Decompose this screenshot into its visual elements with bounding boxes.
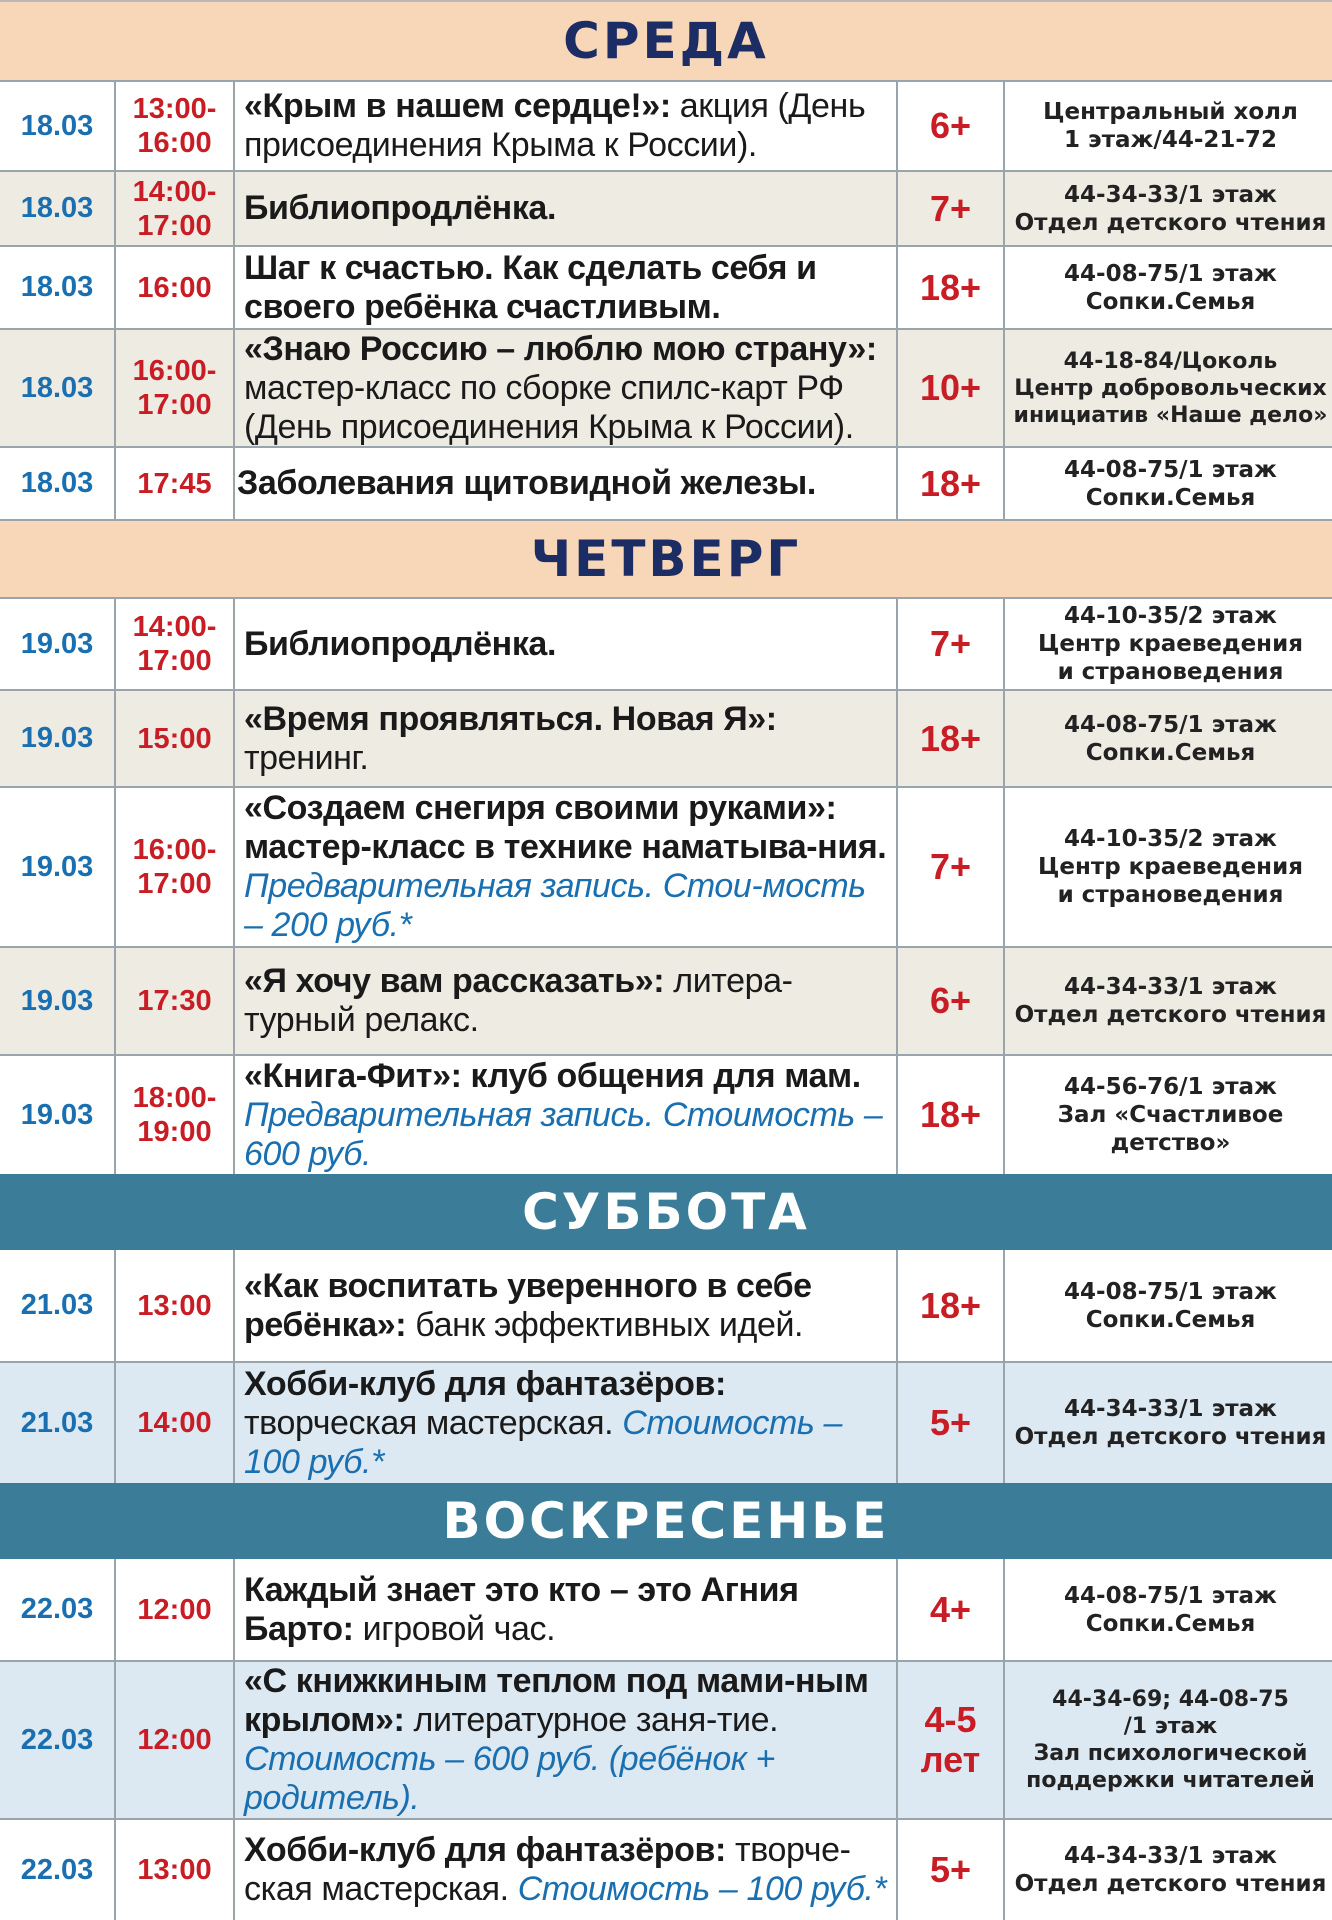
event-title: Шаг к счастью. Как сделать себя и своего ребёнка счастливым. <box>244 248 817 326</box>
event-time: 14:00 <box>116 1363 235 1483</box>
age-rating: 4+ <box>898 1559 1005 1660</box>
age-rating: 7+ <box>898 172 1005 245</box>
event-description <box>235 948 898 1054</box>
event-row <box>0 330 1332 448</box>
event-location: 44-08-75/1 этаж Сопки.Семья <box>1064 260 1277 315</box>
event-time: 17:45 <box>116 448 235 519</box>
event-location: 44-08-75/1 этаж Сопки.Семья <box>1064 1278 1277 1333</box>
event-time: 16:00 <box>116 247 235 328</box>
event-title: Заболевания щитовидной железы. <box>237 464 816 502</box>
event-date: 21.03 <box>0 1250 116 1361</box>
event-title: «Создаем снегиря своими руками»: мастер-класс в технике наматыва-ния. <box>244 789 887 866</box>
event-location: 44-08-75/1 этаж Сопки.Семья <box>1064 456 1277 511</box>
age-rating: 18+ <box>898 691 1005 786</box>
event-row <box>0 80 1332 172</box>
event-row <box>0 597 1332 691</box>
event-time: 16:00- 17:00 <box>116 788 235 946</box>
day-header-thursday: ЧЕТВЕРГ <box>0 521 1332 597</box>
event-date: 22.03 <box>0 1662 116 1818</box>
event-description <box>235 1662 898 1818</box>
event-row <box>0 172 1332 247</box>
event-date: 22.03 <box>0 1559 116 1660</box>
event-title: «Как воспитать уверенного в себе ребёнка»: <box>244 1266 812 1344</box>
event-time: 12:00 <box>116 1559 235 1660</box>
event-row <box>0 1662 1332 1820</box>
event-row <box>0 691 1332 788</box>
event-location: 44-08-75/1 этаж Сопки.Семья <box>1064 1582 1277 1637</box>
event-details: творче-ская мастерская. <box>244 1831 851 1908</box>
event-row <box>0 448 1332 521</box>
event-location: 44-34-33/1 этаж Отдел детского чтения <box>1014 1396 1327 1450</box>
event-description <box>235 1820 898 1920</box>
event-time: 16:00- 17:00 <box>116 330 235 446</box>
event-price-note: Предварительная запись. Стоимость – 600 руб. <box>244 1095 883 1173</box>
event-title: Каждый знает это кто – это Агния Барто: <box>244 1570 799 1648</box>
age-rating: 6+ <box>898 82 1005 170</box>
event-description <box>235 330 898 446</box>
event-date: 19.03 <box>0 788 116 946</box>
event-price-note: Предварительная запись. Стои-мость – 200 руб.* <box>244 867 866 944</box>
event-title: «С книжкиным теплом под мами-ным крылом»: <box>244 1662 869 1739</box>
event-description <box>235 691 898 786</box>
event-details: банк эффективных идей. <box>406 1305 804 1344</box>
event-description <box>235 247 898 328</box>
age-rating: 5+ <box>898 1820 1005 1920</box>
day-header-wednesday: СРЕДА <box>0 0 1332 80</box>
age-rating: 18+ <box>898 247 1005 328</box>
age-rating: 4-5 лет <box>898 1662 1005 1818</box>
event-location: 44-34-33/1 этаж Отдел детского чтения <box>1014 181 1327 236</box>
event-time: 13:00 <box>116 1250 235 1361</box>
event-title: Библиопродлёнка. <box>244 624 556 663</box>
event-location: 44-08-75/1 этаж Сопки.Семья <box>1064 711 1277 766</box>
event-location: 44-34-33/1 этаж Отдел детского чтения <box>1014 1843 1327 1897</box>
event-details: мастер-класс по сборке спилс-карт РФ (День присоединения Крыма к России). <box>244 368 854 446</box>
event-date: 19.03 <box>0 599 116 689</box>
age-rating: 7+ <box>898 788 1005 946</box>
event-row <box>0 1820 1332 1920</box>
event-description <box>235 1559 898 1660</box>
event-description <box>235 172 898 245</box>
event-price-note: Стоимость – 600 руб. (ребёнок + родитель). <box>244 1740 776 1817</box>
event-time: 14:00- 17:00 <box>116 599 235 689</box>
event-row <box>0 1250 1332 1363</box>
event-title: Библиопродлёнка. <box>244 189 556 227</box>
event-time: 18:00- 19:00 <box>116 1056 235 1174</box>
event-description <box>235 1250 898 1361</box>
event-location: 44-10-35/2 этаж Центр краеведения и страноведения <box>1038 603 1303 685</box>
event-price-note: Стоимость – 100 руб.* <box>508 1870 887 1908</box>
day-header-sunday: ВОСКРЕСЕНЬЕ <box>0 1483 1332 1559</box>
event-row <box>0 1363 1332 1483</box>
event-row <box>0 788 1332 948</box>
age-rating: 7+ <box>898 599 1005 689</box>
event-date: 19.03 <box>0 691 116 786</box>
event-title: «Время проявляться. Новая Я»: <box>244 699 777 738</box>
event-date: 22.03 <box>0 1820 116 1920</box>
event-date: 19.03 <box>0 1056 116 1174</box>
event-description <box>235 1363 898 1483</box>
event-title: Хобби-клуб для фантазёров: <box>244 1831 726 1869</box>
event-title: «Знаю Россию – люблю мою страну»: <box>244 329 877 368</box>
event-time: 13:00- 16:00 <box>116 82 235 170</box>
event-location: 44-34-69; 44-08-75 /1 этаж Зал психологической поддержки читателей <box>1026 1687 1315 1793</box>
event-description <box>235 82 898 170</box>
event-time: 17:30 <box>116 948 235 1054</box>
event-title: «Я хочу вам рассказать»: <box>244 962 665 1000</box>
event-price-note: Стоимость – 100 руб.* <box>244 1403 842 1481</box>
event-location: 44-34-33/1 этаж Отдел детского чтения <box>1014 974 1327 1028</box>
event-details: игровой час. <box>353 1609 556 1648</box>
event-details: литера-турный релакс. <box>244 962 793 1039</box>
event-time: 13:00 <box>116 1820 235 1920</box>
age-rating: 18+ <box>898 1056 1005 1174</box>
event-title: Хобби-клуб для фантазёров: <box>244 1364 726 1403</box>
event-location: 44-10-35/2 этаж Центр краеведения и страноведения <box>1038 826 1303 908</box>
event-date: 18.03 <box>0 247 116 328</box>
event-location: 44-18-84/Цоколь Центр добровольческих инициатив «Наше дело» <box>1013 348 1328 428</box>
event-date: 18.03 <box>0 82 116 170</box>
event-date: 18.03 <box>0 330 116 446</box>
age-rating: 10+ <box>898 330 1005 446</box>
event-row <box>0 247 1332 330</box>
event-time: 12:00 <box>116 1662 235 1818</box>
event-description <box>235 599 898 689</box>
event-date: 21.03 <box>0 1363 116 1483</box>
age-rating: 6+ <box>898 948 1005 1054</box>
event-location: Центральный холл 1 этаж/44-21-72 <box>1043 99 1298 153</box>
event-date: 18.03 <box>0 448 116 519</box>
event-description <box>235 788 898 946</box>
event-location: 44-56-76/1 этаж Зал «Счастливое детство» <box>1057 1074 1284 1156</box>
age-rating: 5+ <box>898 1363 1005 1483</box>
event-row <box>0 948 1332 1056</box>
event-time: 14:00- 17:00 <box>116 172 235 245</box>
event-date: 19.03 <box>0 948 116 1054</box>
event-details: тренинг. <box>244 738 369 777</box>
event-description <box>235 448 898 519</box>
event-title: «Крым в нашем сердце!»: <box>244 87 671 125</box>
event-details: литературное заня-тие. <box>404 1701 779 1739</box>
event-time: 15:00 <box>116 691 235 786</box>
event-description <box>235 1056 898 1174</box>
event-date: 18.03 <box>0 172 116 245</box>
event-row <box>0 1559 1332 1662</box>
event-row <box>0 1056 1332 1174</box>
age-rating: 18+ <box>898 1250 1005 1361</box>
event-title: «Книга-Фит»: клуб общения для мам. <box>244 1056 861 1095</box>
event-details: акция (День присоединения Крыма к России). <box>244 87 866 164</box>
day-header-saturday: СУББОТА <box>0 1174 1332 1250</box>
event-details: творческая мастерская. <box>244 1403 614 1442</box>
age-rating: 18+ <box>898 448 1005 519</box>
